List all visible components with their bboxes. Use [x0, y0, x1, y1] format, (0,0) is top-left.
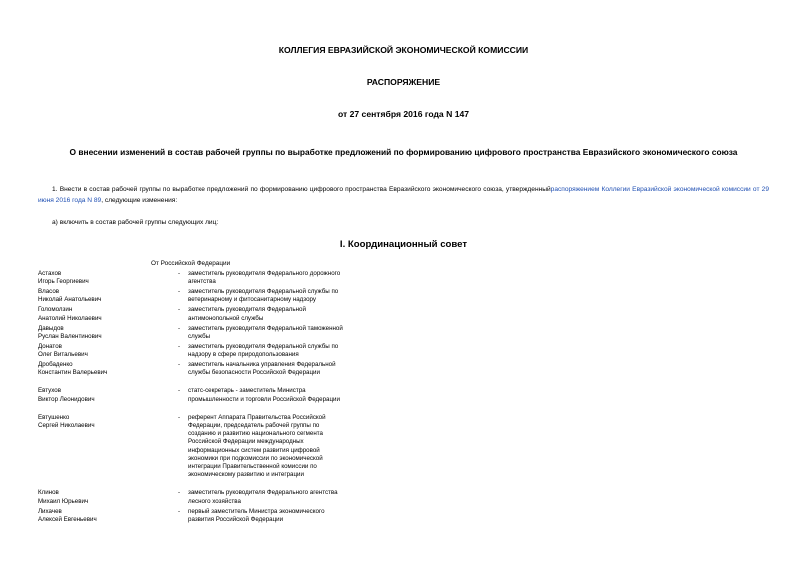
member-name — [38, 414, 168, 430]
paragraph-1 — [38, 185, 769, 206]
member-row — [38, 270, 598, 288]
paragraph-2: а) включить в состав рабочей группы следующих лиц: — [52, 219, 219, 226]
member-surname: Евтушенко — [38, 413, 70, 421]
organization-header: КОЛЛЕГИЯ ЕВРАЗИЙСКОЙ ЭКОНОМИЧЕСКОЙ КОМИССИИ — [278, 45, 529, 55]
paragraph-1-tail: , следующие изменения: — [101, 196, 178, 204]
member-given-name: Анатолий Николаевич — [38, 314, 102, 322]
member-position: заместитель руководителя Федеральной службы по ветеринарному и фитосанитарному надзору — [188, 288, 339, 304]
document-date: от 27 сентября 2016 года N 147 — [337, 109, 470, 119]
member-name — [38, 288, 168, 304]
member-surname: Дробаденко — [38, 360, 73, 368]
member-row — [38, 489, 598, 507]
member-given-name: Игорь Георгиевич — [38, 278, 89, 286]
member-dash: - — [178, 507, 181, 515]
member-dash: - — [178, 306, 181, 314]
member-name — [38, 361, 168, 377]
member-name — [38, 306, 168, 322]
member-name — [38, 270, 168, 286]
member-dash: - — [178, 360, 181, 368]
member-dash: - — [178, 324, 181, 332]
member-dash: - — [178, 387, 181, 395]
member-position: заместитель начальника управления Федеральной службы безопасности Российской Федерации — [188, 360, 336, 377]
member-position: заместитель руководителя Федерального дорожного агентства — [188, 270, 341, 286]
member-name — [38, 489, 168, 505]
member-position: заместитель руководителя Федеральной антимонопольной службы — [188, 306, 306, 322]
member-position: референт Аппарата Правительства Российской Федерации, председатель рабочей группы по созданию и развитию национального сегмента Российской Федерации международных информационных систем развития цифровой экономики при подкомиссии по экономической интеграции Правительственной комиссии по экономическому развитию и интеграции — [188, 413, 326, 479]
member-given-name: Виктор Леонидович — [38, 395, 95, 403]
member-row — [38, 288, 598, 306]
member-name — [38, 325, 168, 341]
document-title: О внесении изменений в состав рабочей группы по выработке предложений по формированию цифрового пространства Евразийского экономического союза — [69, 147, 738, 157]
member-position: заместитель руководителя Федеральной таможенной службы — [188, 324, 343, 340]
member-surname: Власов — [38, 288, 60, 296]
member-position: первый заместитель Министра экономического развития Российской Федерации — [188, 507, 325, 523]
member-dash: - — [178, 342, 181, 350]
member-row — [38, 361, 598, 387]
member-row — [38, 387, 598, 413]
section-title: I. Координационный совет — [339, 239, 468, 250]
group-label: От Российской Федерации — [151, 260, 231, 267]
paragraph-1-text: 1. Внести в состав рабочей группы по выработке предложений по формированию цифрового пространства Евразийского экономического союза, утвержденный — [52, 186, 551, 193]
member-surname: Лихачев — [38, 507, 62, 515]
document-type: РАСПОРЯЖЕНИЕ — [366, 77, 441, 87]
decree-link[interactable]: распоряжением Коллегии Евразийской экономической комиссии от 29 июня 2016 года N 89 — [38, 186, 770, 204]
member-surname: Астахов — [38, 270, 62, 277]
member-given-name: Константин Валерьевич — [38, 369, 108, 377]
members-list — [38, 270, 598, 526]
member-position: заместитель руководителя Федерального агентства лесного хозяйства — [188, 489, 338, 505]
member-given-name: Николай Анатольевич — [38, 296, 102, 304]
member-dash: - — [178, 270, 181, 277]
member-surname: Донатов — [38, 342, 62, 350]
member-surname: Давыдов — [38, 324, 64, 332]
member-given-name: Михаил Юрьевич — [38, 497, 89, 505]
member-given-name: Олег Витальевич — [38, 350, 88, 358]
member-row — [38, 508, 598, 526]
member-name — [38, 387, 168, 403]
member-dash: - — [178, 413, 181, 421]
member-position: статс-секретарь - заместитель Министра промышленности и торговли Российской Федерации — [188, 387, 340, 403]
member-name — [38, 343, 168, 359]
member-surname: Клинов — [38, 489, 59, 497]
member-dash: - — [178, 288, 181, 296]
member-given-name: Алексей Евгеньевич — [38, 515, 97, 523]
member-surname: Евтухов — [38, 387, 62, 395]
member-name — [38, 508, 168, 524]
member-given-name: Руслан Валентинович — [38, 332, 102, 340]
member-surname: Голомолзин — [38, 306, 73, 314]
member-row — [38, 414, 598, 490]
member-given-name: Сергей Николаевич — [38, 421, 95, 429]
member-dash: - — [178, 489, 181, 497]
member-position: заместитель руководителя Федеральной службы по надзору в сфере природопользования — [188, 342, 339, 358]
member-row — [38, 306, 598, 324]
member-row — [38, 343, 598, 361]
member-row — [38, 325, 598, 343]
